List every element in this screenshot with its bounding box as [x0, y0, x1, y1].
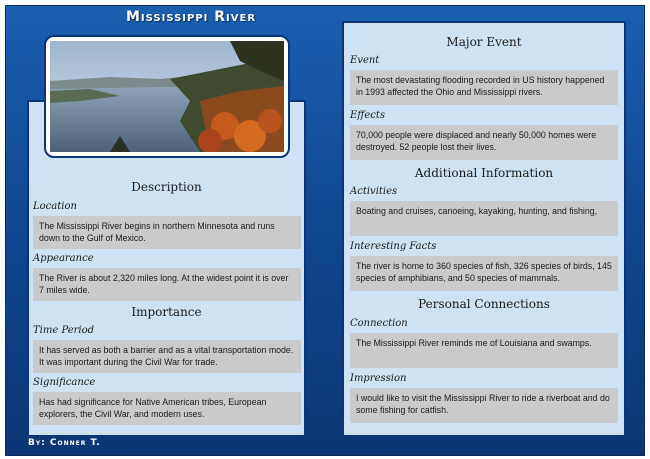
description-heading: Description: [131, 180, 202, 194]
activities-label: Activities: [350, 186, 398, 197]
activities-text: Boating and cruises, canoeing, kayaking, hunting, and fishing,: [350, 201, 618, 236]
effects-text: 70,000 people were displaced and nearly 50,000 homes were destroyed. 52 people lost their lives.: [350, 125, 618, 160]
impression-label: Impression: [350, 373, 407, 384]
connection-label: Connection: [350, 318, 408, 329]
poster-title: Mississippi River: [125, 9, 257, 25]
event-label: Event: [350, 55, 380, 66]
right-panel: [342, 21, 626, 437]
interesting-facts-text: The river is home to 360 species of fish, 326 species of birds, 145 species of amphibians, and 50 species of mammals.: [350, 256, 618, 291]
river-photo-frame: [44, 35, 290, 158]
author-byline: By: Conner T.: [28, 438, 101, 448]
event-text: The most devastating flooding recorded in US history happened in 1993 affected the Ohio and Mississippi rivers.: [350, 70, 618, 105]
time-period-label: Time Period: [33, 325, 95, 336]
time-period-text: It has served as both a barrier and as a vital transportation mode. It was important during the Civil War for trade.: [33, 340, 301, 373]
significance-label: Significance: [33, 377, 96, 388]
location-text: The Mississippi River begins in northern Minnesota and runs down to the Gulf of Mexico.: [33, 216, 301, 249]
additional-info-heading: Additional Information: [414, 166, 554, 180]
significance-text: Has had significance for Native American tribes, European explorers, the Civil War, and modern uses.: [33, 392, 301, 425]
personal-connections-heading: Personal Connections: [418, 297, 550, 311]
major-event-heading: Major Event: [446, 35, 522, 49]
appearance-label: Appearance: [33, 253, 94, 264]
connection-text: The Mississippi River reminds me of Louisiana and swamps.: [350, 333, 618, 368]
importance-heading: Importance: [131, 305, 202, 319]
interesting-facts-label: Interesting Facts: [350, 241, 437, 252]
effects-label: Effects: [350, 110, 386, 121]
impression-text: I would like to visit the Mississippi River to ride a riverboat and do some fishing for catfish.: [350, 388, 618, 423]
location-label: Location: [33, 201, 77, 212]
appearance-text: The River is about 2,320 miles long. At the widest point it is over 7 miles wide.: [33, 268, 301, 301]
river-landscape-photo: [50, 41, 284, 152]
